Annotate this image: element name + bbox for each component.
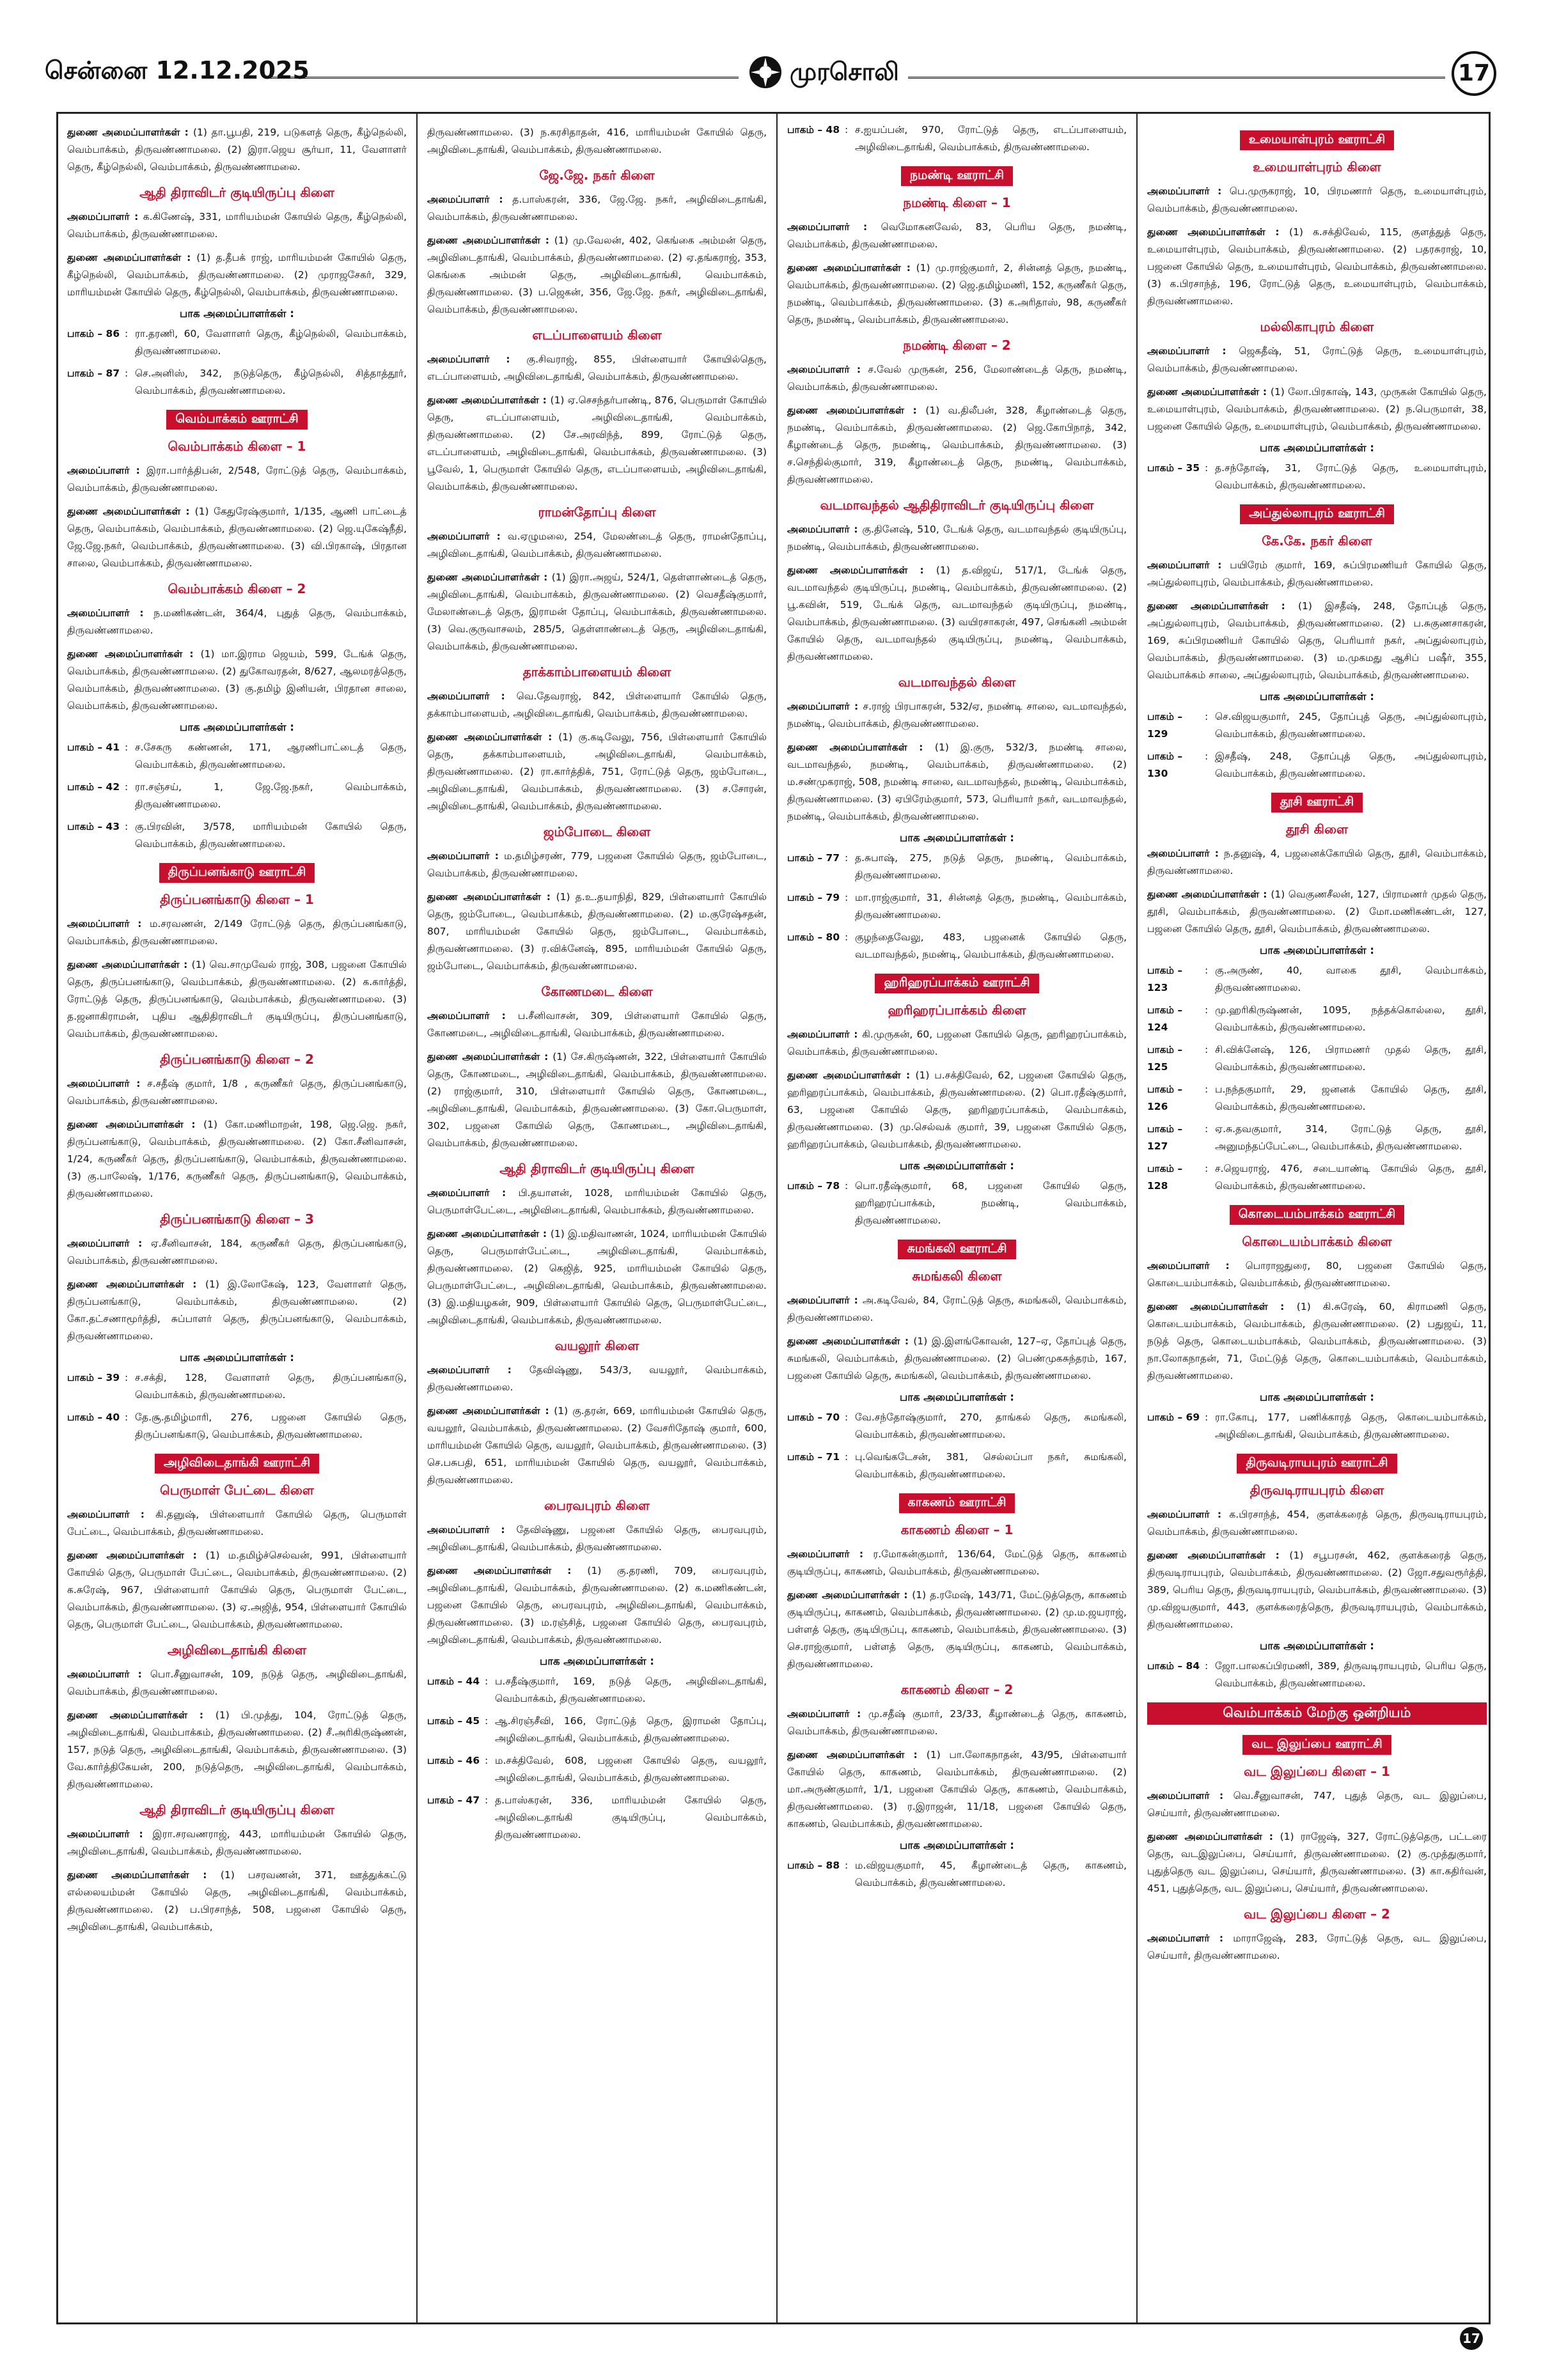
organizer-entry: அமைப்பாளர் : ஏ.சீனிவாசன், 184, கருணீகர் தெரு, திருப்பனங்காடு, வெம்பாக்கம், திருவண்ணாமலை. bbox=[67, 1238, 407, 1266]
masthead bbox=[45, 51, 1498, 102]
booth-row: பாகம் – 41 : ச.சேகரு கண்ணன், 171, ஆரணிபாட்டைத் தெரு, வெம்பாக்கம், திருவண்ணாமலை. bbox=[67, 742, 407, 770]
page-number-badge: 17 bbox=[1452, 51, 1496, 96]
deputy-entry: துணை அமைப்பாளர்கள் : (1) கு.கடிவேலு, 756, பிள்ளையார் கோயில் தெரு, தக்காம்பாளையம், அழிவிடைதாங்கி, வெம்பாக்கம், திருவண்ணாமலை. (2) ரா.கார்த்திக், 751, ரோட்டுத் தெரு, ஜம்போடை, அழிவிடைதாங்கி, வெம்பாக்கம், திருவண்ணாமலை. (3) ச.சோரன், அழிவிடைதாங்கி, வெம்பாக்கம், திருவண்ணாமலை. bbox=[427, 731, 767, 812]
booth-row: பாகம் – 88 : ம.விஜயகுமார், 45, கீழாண்டைத் தெரு, காகணம், வெம்பாக்கம், திருவண்ணாமலை. bbox=[787, 1860, 1127, 1888]
footer-page-number: 17 bbox=[1460, 2327, 1483, 2350]
branch-heading: வெம்பாக்கம் கிளை – 1 bbox=[168, 439, 306, 454]
content-frame bbox=[56, 112, 1491, 2324]
organizer-entry: அமைப்பாளர் : கி.முருகன், 60, பஜனை கோயில் தெரு, ஹரிஹரப்பாக்கம், வெம்பாக்கம், திருவண்ணாமலை. bbox=[787, 1029, 1127, 1057]
organizer-entry: அமைப்பாளர் : பொராஜதுரை, 80, பஜனை கோயில் தெரு, கொடையம்பாக்கம், வெம்பாக்கம், திருவண்ணாமலை. bbox=[1147, 1260, 1487, 1289]
booth-row: பாகம் – 48 : ச.ஐயப்பன், 970, ரோட்டுத் தெரு, எடப்பாளையம், அழிவிடைதாங்கி, வெம்பாக்கம், திருவண்ணாமலை. bbox=[787, 124, 1127, 153]
booth-subheading: பாக அமைப்பாளர்கள் : bbox=[1260, 690, 1374, 703]
column-separator bbox=[416, 114, 418, 2322]
deputy-entry: துணை அமைப்பாளர்கள் : (1) ப.சக்திவேல், 62, பஜனை கோயில் தெரு, ஹரிஹரப்பாக்கம், வெம்பாக்கம், திருவண்ணாமலை. (2) பொ.ரதீஷ்குமார், 63, பஜனை கோயில் தெரு, ஹரிஹரப்பாக்கம், வெம்பாக்கம், திருவண்ணாமலை. (3) மு.செல்வக் குமார், 39, பஜனை கோயில் தெரு, ஹரிஹரப்பாக்கம், வெம்பாக்கம், திருவண்ணாமலை. bbox=[787, 1069, 1127, 1150]
panchayat-heading: கொடையம்பாக்கம் ஊராட்சி bbox=[1147, 1205, 1487, 1225]
branch-heading: உமையாள்புரம் கிளை bbox=[1253, 159, 1381, 175]
booth-row: பாகம் – 87 : செ.அனிஸ், 342, நடுத்தெரு, கீழ்நெல்லி, சித்தாத்தூர், வெம்பாக்கம், திருவண்ணாமலை. bbox=[67, 365, 407, 400]
deputy-entry: துணை அமைப்பாளர்கள் : (1) வ.திலீபன், 328, கீழாண்டைத் தெரு, நமண்டி, வெம்பாக்கம், திருவண்ணாமலை. (2) ஜெ.கோபிநாத், 342, கீழாண்டைத் தெரு, நமண்டி, வெம்பாக்கம், திருவண்ணாமலை. (3) ச.செந்தில்குமார், 319, கீழாண்டைத் தெரு, நமண்டி, வெம்பாக்கம், திருவண்ணாமலை. bbox=[787, 405, 1127, 485]
organizer-entry: அமைப்பாளர் : கு.தினேஷ், 510, டேங்க் தெரு, வடமாவந்தல் குடியிருப்பு, நமண்டி, வெம்பாக்கம், திருவண்ணாமலை. bbox=[787, 524, 1127, 552]
branch-heading: வெம்பாக்கம் கிளை – 2 bbox=[168, 581, 306, 596]
branch-heading: ராமன்தோப்பு கிளை bbox=[538, 504, 656, 520]
organizer-entry: அமைப்பாளர் : தேவிஷ்ணு, 543/3, வயலூர், வெம்பாக்கம், திருவண்ணாமலை. bbox=[427, 1364, 767, 1393]
booth-subheading: பாக அமைப்பாளர்கள் : bbox=[1260, 1391, 1374, 1403]
panchayat-heading: காகணம் ஊராட்சி bbox=[787, 1493, 1127, 1513]
deputy-entry: துணை அமைப்பாளர்கள் : (1) ஏ.செசந்தர்பாண்டி, 876, பெருமாள் கோயில் தெரு, எடப்பாளையம், அழிவிடைதாங்கி, வெம்பாக்கம், திருவண்ணாமலை. (2) சே.அரவிந்த், 899, ரோட்டுத் தெரு, எடப்பாளையம், அழிவிடைதாங்கி, வெம்பாக்கம், திருவண்ணாமலை. (3) பூவேல், 1, பெருமாள் கோயில் தெரு, எடப்பாளையம், அழிவிடைதாங்கி, வெம்பாக்கம், திருவண்ணாமலை. bbox=[427, 394, 767, 492]
column-4 bbox=[1147, 120, 1487, 2313]
booth-subheading: பாக அமைப்பாளர்கள் : bbox=[1260, 944, 1374, 956]
organizer-entry: அமைப்பாளர் : த.பாஸ்கரன், 336, ஜே.ஜே. நகர், அழிவிடைதாங்கி, வெம்பாக்கம், திருவண்ணாமலை. bbox=[427, 194, 767, 222]
panchayat-heading: ஹரிஹரப்பாக்கம் ஊராட்சி bbox=[787, 974, 1127, 993]
branch-heading: ஜம்போடை கிளை bbox=[543, 824, 651, 839]
booth-subheading: பாக அமைப்பாளர்கள் : bbox=[900, 1160, 1014, 1172]
booth-row: பாகம் – 127 : ஏ.சு.தவகுமார், 314, ரோட்டுத் தெரு, தூசி, அனுமந்தப்பேட்டை, வெம்பாக்கம், திருவண்ணாமலை. bbox=[1147, 1123, 1487, 1152]
deputy-entry: துணை அமைப்பாளர்கள் : (1) லோ.பிரகாஷ், 143, முருகன் கோயில் தெரு, உமையாள்புரம், வெம்பாக்கம், திருவண்ணாமலை. (2) ந.பெருமாள், 38, பஜனை கோயில் தெரு, உமையாள்புரம், வெம்பாக்கம், திருவண்ணாமலை. bbox=[1147, 386, 1487, 432]
branch-heading: கே.கே. நகர் கிளை bbox=[1262, 533, 1372, 548]
booth-row: பாகம் – 126 : ப.நந்தகுமார், 29, ஜனனக் கோயில் தெரு, தூசி, வெம்பாக்கம், திருவண்ணாமலை. bbox=[1147, 1084, 1487, 1112]
organizer-entry: அமைப்பாளர் : அ.கடிவேல், 84, ரோட்டுத் தெரு, சுமங்கலி, வெம்பாக்கம், திருவண்ணாமலை. bbox=[787, 1295, 1127, 1323]
booth-row: பாகம் – 130 : இசதீஷ், 248, தோப்புத் தெரு, அப்துல்லாபுரம், வெம்பாக்கம், திருவண்ணாமலை. bbox=[1147, 751, 1487, 779]
sun-logo-icon bbox=[748, 55, 783, 89]
panchayat-heading: தூசி ஊராட்சி bbox=[1147, 793, 1487, 813]
booth-row: பாகம் – 40 : தே.சூ.தமிழ்மாரி, 276, பஜனை கோயில் தெரு, திருப்பனங்காடு, வெம்பாக்கம், திருவண்ணாமலை. bbox=[67, 1412, 407, 1440]
branch-heading: ஹரிஹரப்பாக்கம் கிளை bbox=[888, 1002, 1026, 1018]
newspaper-name: முரசொலி bbox=[790, 58, 899, 86]
deputy-entry: துணை அமைப்பாளர்கள் : (1) த.ரமேஷ், 143/71, மேட்டுத்தெரு, காகணம் குடியிருப்பு, காகணம், வெம்பாக்கம், திருவண்ணாமலை. (2) மு.ம.ஜயராஜ், பள்ளத் தெரு, குடியிருப்பு, காகணம், வெம்பாக்கம், திருவண்ணாமலை. (3) செ.ராஜ்குமார், பள்ளத் தெரு, குடியிருப்பு, காகணம், வெம்பாக்கம், திருவண்ணாமலை. bbox=[787, 1589, 1127, 1670]
branch-heading: மல்லிகாபுரம் கிளை bbox=[1260, 319, 1374, 334]
booth-subheading: பாக அமைப்பாளர்கள் : bbox=[180, 1351, 294, 1364]
branch-heading: திருவடிராயபுரம் கிளை bbox=[1249, 1482, 1384, 1498]
booth-row: பாகம் – 80 : குழந்தைவேலு, 483, பஜனைக் கோயில் தெரு, வடமாவந்தல், நமண்டி, வெம்பாக்கம், திருவண்ணாமலை. bbox=[787, 931, 1127, 960]
deputy-entry: துணை அமைப்பாளர்கள் : (1) இ.இளங்கோவன், 127–ஏ, தோப்புத் தெரு, சுமங்கலி, வெம்பாக்கம், திருவண்ணாமலை. (2) பெண்முகசுந்தரம், 167, பஜனை கோயில் தெரு, சுமங்கலி, வெம்பாக்கம், திருவண்ணாமலை. bbox=[787, 1335, 1127, 1381]
organizer-entry: அமைப்பாளர் : க.கிணேஷ், 331, மாரியம்மன் கோயில் தெரு, கீழ்நெல்லி, வெம்பாக்கம், திருவண்ணாமலை. bbox=[67, 211, 407, 240]
booth-row: பாகம் – 35 : த.சந்தோஷ், 31, ரோட்டுத் தெரு, உமையாள்புரம், வெம்பாக்கம், திருவண்ணாமலை. bbox=[1147, 462, 1487, 491]
branch-heading: நமண்டி கிளை – 2 bbox=[903, 338, 1011, 353]
booth-detail: ரா.தரணி, 60, வேளாளர் தெரு, கீழ்நெல்லி, வெம்பாக்கம், திருவண்ணாமலை. bbox=[135, 328, 407, 357]
booth-row: பாகம் – 46 : ம.சக்திவேல், 608, பஜனை கோயில் தெரு, வயலூர், அழிவிடைதாங்கி, வெம்பாக்கம், திருவண்ணாமலை. bbox=[427, 1755, 767, 1784]
column-separator bbox=[776, 114, 778, 2322]
branch-heading: கொடையம்பாக்கம் கிளை bbox=[1242, 1234, 1392, 1249]
branch-heading: தூசி கிளை bbox=[1285, 821, 1349, 837]
masthead-rule bbox=[265, 77, 739, 79]
union-heading: வெம்பாக்கம் மேற்கு ஒன்றியம் bbox=[1147, 1702, 1487, 1725]
booth-subheading: பாக அமைப்பாளர்கள் : bbox=[900, 832, 1014, 844]
organizer-entry: அமைப்பாளர் : பொ.சீனுவாசன், 109, நடுத் தெரு, அழிவிடைதாங்கி, வெம்பாக்கம், திருவண்ணாமலை. bbox=[67, 1668, 407, 1697]
organizer-entry: அமைப்பாளர் : ஜெகதீஷ், 51, ரோட்டுத் தெரு, உமையாள்புரம், வெம்பாக்கம், திருவண்ணாமலை. bbox=[1147, 345, 1487, 374]
branch-heading: திருப்பனங்காடு கிளை – 1 bbox=[160, 892, 314, 907]
organizer-entry: அமைப்பாளர் : பி.தயாளன், 1028, மாரியம்மன் கோயில் தெரு, பெருமாள்பேட்டை, அழிவிடைதாங்கி, வெம்பாக்கம், திருவண்ணாமலை. bbox=[427, 1187, 767, 1216]
branch-heading: திருப்பனங்காடு கிளை – 3 bbox=[160, 1211, 314, 1227]
booth-number: பாகம் – 87 bbox=[67, 368, 120, 379]
deputy-entry: துணை அமைப்பாளர்கள் : (1) சே.கிருஷ்ணன், 322, பிள்ளையார் கோயில் தெரு, கோணமடை, அழிவிடைதாங்கி, வெம்பாக்கம், திருவண்ணாமலை. (2) ராஜ்குமார், 310, பிள்ளையார் கோயில் தெரு, கோணமடை, அழிவிடைதாங்கி, வெம்பாக்கம், திருவண்ணாமலை. (3) கோ.பெருமாள், 302, பஜனை கோயில் தெரு, கோணமடை, அழிவிடைதாங்கி, வெம்பாக்கம், திருவண்ணாமலை. bbox=[427, 1051, 767, 1149]
organizer-entry: அமைப்பாளர் : கி.தனுஷ், பிள்ளையார் கோயில் தெரு, பெருமாள் பேட்டை, வெம்பாக்கம், திருவண்ணாமலை. bbox=[67, 1509, 407, 1537]
deputy-entry: துணை அமைப்பாளர்கள் : (1) இ.குரு, 532/3, நமண்டி சாலை, வடமாவந்தல், நமண்டி, வெம்பாக்கம், திருவண்ணாமலை. (2) ம.சண்முகராஜ், 508, நமண்டி சாலை, வடமாவந்தல், நமண்டி, வெம்பாக்கம், திருவண்ணாமலை. (3) ஏபிரேம்குமார், 573, பெரியார் நகர், வடமாவந்தல், நமண்டி, வெம்பாக்கம், திருவண்ணாமலை. bbox=[787, 742, 1127, 822]
branch-heading: ஆதி திராவிடர் குடியிருப்பு கிளை bbox=[139, 1802, 334, 1817]
booth-row: பாகம் – 71 : பு.வெங்கடேசன், 381, செல்லப்பா நகர், சுமங்கலி, வெம்பாக்கம், திருவண்ணாமலை. bbox=[787, 1451, 1127, 1480]
column-1 bbox=[67, 120, 407, 2313]
branch-heading: கோணமடை கிளை bbox=[541, 984, 653, 999]
branch-heading: காகணம் கிளை – 2 bbox=[900, 1682, 1014, 1697]
deputy-entry: துணை அமைப்பாளர்கள் : (1) பி.முத்து, 104, ரோட்டுத் தெரு, அழிவிடைதாங்கி, வெம்பாக்கம், திருவண்ணாமலை. (2) சீ.அரிகிருஷ்ணன், 157, நடுத் தெரு, அழிவிடைதாங்கி, வெம்பாக்கம், திருவண்ணாமலை. (3) வே.கார்த்திகேயன், 200, நடுத்தெரு, அழிவிடைதாங்கி, வெம்பாக்கம், திருவண்ணாமலை. bbox=[67, 1709, 407, 1790]
booth-detail: செ.அனிஸ், 342, நடுத்தெரு, கீழ்நெல்லி, சித்தாத்தூர், வெம்பாக்கம், திருவண்ணாமலை. bbox=[135, 368, 407, 396]
deputy-entry: துணை அமைப்பாளர்கள் : (1) ராஜேஷ், 327, ரோட்டுத்தெரு, பட்டரை தெரு, வடஇலுப்பை, செய்யார், திருவண்ணாமலை. (2) கு.முத்துகுமார், புதுத்தெரு வட இலுப்பை, செய்யார், திருவண்ணாமலை. (3) கா.கதிர்வன், 451, புதுத்தெரு, வட இலுப்பை, செய்யார், திருவண்ணாமலை. bbox=[1147, 1831, 1487, 1894]
organizer-entry: அமைப்பாளர் : ந.தனுஷ், 4, பஜனைக்கோயில் தெரு, தூசி, வெம்பாக்கம், திருவண்ணாமலை. bbox=[1147, 848, 1487, 876]
deputy-entry: துணை அமைப்பாளர்கள் : (1) சபூபரசன், 462, குளக்கரைத் தெரு, திருவடிராயபுரம், வெம்பாக்கம், திருவண்ணாமலை. (2) ஜோ.சதுவரூர்த்தி, 389, பெரிய தெரு, திருவடிராயபுரம், வெம்பாக்கம், திருவண்ணாமலை. (3) மு.விஜயகுமார், 443, குளக்கரைத்தெரு, திருவடிராயபுரம், வெம்பாக்கம், திருவண்ணாமலை. bbox=[1147, 1550, 1487, 1630]
deputy-entry: துணை அமைப்பாளர்கள் : (1) வெ.சாமுவேல் ராஜ், 308, பஜனை கோயில் தெரு, திருப்பனங்காடு, வெம்பாக்கம், திருவண்ணாமலை. (2) க.கார்த்தி, ரோட்டுத் தெரு, திருப்பனங்காடு, வெம்பாக்கம், திருவண்ணாமலை. (3) த.ஜனாகிராமன், புதிய ஆதிதிராவிடர் குடியிருப்பு, திருப்பனங்காடு, வெம்பாக்கம், திருவண்ணாமலை. bbox=[67, 959, 407, 1039]
deputy-entry: துணை அமைப்பாளர்கள் : (1) கு.தரன், 669, மாரியம்மன் கோயில் தெரு, வயலூர், வெம்பாக்கம், திருவண்ணாமலை. (2) வேசரிதோஷ் குமார், 600, மாரியம்மன் கோயில் தெரு, வயலூர், வெம்பாக்கம், திருவண்ணாமலை. (3) செ.பசுபதி, 651, மாரியம்மன் கோயில் தெரு, வயலூர், வெம்பாக்கம், திருவண்ணாமலை. bbox=[427, 1405, 767, 1486]
booth-row: பாகம் – 123 : கு.அருண், 40, வாகை தூசி, வெம்பாக்கம், திருவண்ணாமலை. bbox=[1147, 965, 1487, 993]
organizer-entry: அமைப்பாளர் : இரா.சரவணராஜ், 443, மாரியம்மன் கோயில் தெரு, அழிவிடைதாங்கி, வெம்பாக்கம், திருவண்ணாமலை. bbox=[67, 1828, 407, 1857]
branch-heading: நமண்டி கிளை – 1 bbox=[903, 195, 1011, 210]
branch-heading: வட இலுப்பை கிளை – 1 bbox=[1244, 1764, 1390, 1779]
deputy-entry: துணை அமைப்பாளர்கள் : (1) இ.லோகேஷ், 123, வேளாளர் தெரு, திருப்பனங்காடு, வெம்பாக்கம், திருவண்ணாமலை. (2) கோ.தட்சணாமூர்த்தி, சுப்பாளர் தெரு, திருப்பனங்காடு, வெம்பாக்கம், திருவண்ணாமலை. bbox=[67, 1279, 407, 1342]
branch-heading: ஜே.ஜே. நகர் கிளை bbox=[539, 167, 655, 183]
booth-row: பாகம் – 45 : ஆ.சிரஞ்சீவி, 166, ரோட்டுத் தெரு, இராமன் தோப்பு, அழிவிடைதாங்கி, வெம்பாக்கம், திருவண்ணாமலை. bbox=[427, 1715, 767, 1744]
deputy-entry: துணை அமைப்பாளர்கள் : (1) கோ.மணிமாறன், 198, ஜெ.ஜெ. நகர், திருப்பனங்காடு, வெம்பாக்கம், திருவண்ணாமலை. (2) கோ.சீனிவாசன், 1/24, கருணீகர் தெரு, திருப்பனங்காடு, வெம்பாக்கம், திருவண்ணாமலை. (3) கு.பாலேஷ், 1/176, கருணீகர் தெரு, திருப்பனங்காடு, வெம்பாக்கம், திருவண்ணாமலை. bbox=[67, 1119, 407, 1199]
booth-subheading: பாக அமைப்பாளர்கள் : bbox=[1260, 1640, 1374, 1652]
panchayat-heading: திருவடிராயபுரம் ஊராட்சி bbox=[1147, 1454, 1487, 1474]
organizer-entry: அமைப்பாளர் : வெ.சீனுவாசன், 747, புதுத் தெரு, வட இலுப்பை, செய்யார், திருவண்ணாமலை. bbox=[1147, 1790, 1487, 1819]
deputy-entry: துணை அமைப்பாளர்கள் : (1) இசதீஷ், 248, தோப்புத் தெரு, அப்துல்லாபுரம், வெம்பாக்கம், திருவண்ணாமலை. (2) ப.சுகுணசாகரன், 169, சுப்பிரமணியர் கோயில் தெரு, பெரியார் நகர், அப்துல்லாபுரம், வெம்பாக்கம், திருவண்ணாமலை. (3) ம.முகமது ஆசிப் பஷீர், 355, வெம்பாக்கம் சாலை, அப்துல்லாபுரம், வெம்பாக்கம், திருவண்ணாமலை. bbox=[1147, 600, 1487, 681]
organizer-entry: அமைப்பாளர் : பயிரேம் குமார், 169, சுப்பிரமணியர் கோயில் தெரு, அப்துல்லாபுரம், வெம்பாக்கம், திருவண்ணாமலை. bbox=[1147, 559, 1487, 588]
deputy-entry: துணை அமைப்பாளர்கள் : (1) ம.தமிழ்ச்செல்வன், 991, பிள்ளையார் கோயில் தெரு, பெருமாள் பேட்டை, வெம்பாக்கம், திருவண்ணாமலை. (2) க.சுரேஷ், 967, பிள்ளையார் கோயில் தெரு, பெருமாள் பேட்டை, வெம்பாக்கம், திருவண்ணாமலை. (3) ஏ.அஜித், 954, பிள்ளையார் கோயில் தெரு, பெருமாள் பேட்டை, வெம்பாக்கம், திருவண்ணாமலை. bbox=[67, 1550, 407, 1630]
issue-date: சென்னை 12.12.2025 bbox=[45, 56, 309, 84]
panchayat-heading: நமண்டி ஊராட்சி bbox=[787, 166, 1127, 186]
booth-row: பாகம் – 79 : மா.ராஜ்குமார், 31, சின்னத் தெரு, நமண்டி, வெம்பாக்கம், திருவண்ணாமலை. bbox=[787, 892, 1127, 921]
booth-row: பாகம் – 128 : ச.ஜெயராஜ், 476, சடையாண்டி கோயில் தெரு, தூசி, வெம்பாக்கம், திருவண்ணாமலை. bbox=[1147, 1163, 1487, 1192]
branch-heading: தாக்காம்பாளையம் கிளை bbox=[522, 664, 671, 680]
organizer-entry: அமைப்பாளர் : மு.சதீஷ் குமார், 23/33, கீழாண்டைத் தெரு, காகணம், வெம்பாக்கம், திருவண்ணாமலை. bbox=[787, 1708, 1127, 1737]
organizer-entry: அமைப்பாளர் : ந.மணிகண்டன், 364/4, புதுத் தெரு, வெம்பாக்கம், திருவண்ணாமலை. bbox=[67, 607, 407, 636]
entry-text: திருவண்ணாமலை. (3) ந.கரசிதாதன், 416, மாரியம்மன் கோயில் தெரு, அழிவிடைதாங்கி, வெம்பாக்கம், திருவண்ணாமலை. bbox=[427, 127, 767, 155]
booth-row: பாகம் – 77 : த.சுபாஷ், 275, நடுத் தெரு, நமண்டி, வெம்பாக்கம், திருவண்ணாமலை. bbox=[787, 852, 1127, 881]
booth-subheading: பாக அமைப்பாளர்கள் : bbox=[900, 1391, 1014, 1403]
organizer-entry: அமைப்பாளர் : ர.மோகன்குமார், 136/64, மேட்டுத் தெரு, காகணம் குடியிருப்பு, காகணம், வெம்பாக்கம், திருவண்ணாமலை. bbox=[787, 1548, 1127, 1577]
branch-heading: வடமாவந்தல் கிளை bbox=[898, 674, 1016, 690]
entry-text: துணை அமைப்பாளர்கள் : (1) தா.பூபதி, 219, படுகளத் தெரு, கீழ்நெல்லி, வெம்பாக்கம், திருவண்ணாமலை. (2) இரா.ஜெய சூர்யா, 11, வேளாளர் தெரு, கீழ்நெல்லி, வெம்பாக்கம், திருவண்ணாமலை. bbox=[67, 127, 407, 173]
booth-row: பாகம் – 44 : ப.சதீஷ்குமார், 169, நடுத் தெரு, அழிவிடைதாங்கி, வெம்பாக்கம், திருவண்ணாமலை. bbox=[427, 1676, 767, 1704]
booth-row: பாகம் – 43 : கு.பிரவின், 3/578, மாரியம்மன் கோயில் தெரு, வெம்பாக்கம், திருவண்ணாமலை. bbox=[67, 821, 407, 850]
panchayat-heading: திருப்பனங்காடு ஊராட்சி bbox=[67, 863, 407, 883]
panchayat-heading: அப்துல்லாபுரம் ஊராட்சி bbox=[1147, 504, 1487, 524]
booth-row: பாகம் – 125 : சி.விக்னேஷ், 126, பிராமணர் முதல் தெரு, தூசி, வெம்பாக்கம், திருவண்ணாமலை. bbox=[1147, 1044, 1487, 1073]
deputy-entry: துணை அமைப்பாளர்கள் : (1) வெகுணசீலன், 127, பிராமணர் முதல் தெரு, தூசி, வெம்பாக்கம், திருவண்ணாமலை. (2) மோ.மணிகண்டன், 127, பஜனை கோயில் தெரு, தூசி, வெம்பாக்கம், திருவண்ணாமலை. bbox=[1147, 889, 1487, 935]
branch-heading: திருப்பனங்காடு கிளை – 2 bbox=[160, 1052, 314, 1067]
organizer-entry: அமைப்பாளர் : கு.சிவராஜ், 855, பிள்ளையார் கோயில்தெரு, எடப்பாளையம், அழிவிடைதாங்கி, வெம்பாக்கம், திருவண்ணாமலை. bbox=[427, 354, 767, 382]
deputy-entry: துணை அமைப்பாளர்கள் : (1) மா.இராம ஜெயம், 599, டேங்க் தெரு, வெம்பாக்கம், திருவண்ணாமலை. (2) துகோவரதன், 8/627, ஆலமரத்தெரு, வெம்பாக்கம், திருவண்ணாமலை. (3) கு.தமிழ் இனியன், பிரதான சாலை, வெம்பாக்கம், திருவண்ணாமலை. bbox=[67, 648, 407, 712]
masthead-rule bbox=[908, 77, 1445, 79]
branch-heading: வடமாவந்தல் ஆதிதிராவிடர் குடியிருப்பு கிளை bbox=[820, 497, 1094, 513]
branch-heading: ஆதி திராவிடர் குடியிருப்பு கிளை bbox=[499, 1161, 694, 1176]
branch-heading: காகணம் கிளை – 1 bbox=[900, 1522, 1014, 1537]
deputy-entry: துணை அமைப்பாளர்கள் : (1) மு.வேலன், 402, கெங்கை அம்மன் தெரு, அழிவிடைதாங்கி, வெம்பாக்கம், திருவண்ணாமலை. (2) ஏ.தங்கராஜ், 353, கெங்கை அம்மன் தெரு, அழிவிடைதாங்கி, வெம்பாக்கம், திருவண்ணாமலை. (3) ப.ஜெகன், 356, ஜே.ஜே. நகர், அழிவிடைதாங்கி, வெம்பாக்கம், திருவண்ணாமலை. bbox=[427, 235, 767, 315]
deputy-entry: துணை அமைப்பாளர்கள் : (1) இரா.அஜய், 524/1, தெள்ளாண்டைத் தெரு, அழிவிடைதாங்கி, வெம்பாக்கம், திருவண்ணாமலை. (2) வெசதீஷ்குமார், மேலாண்டைத் தெரு, இராமன் தோப்பு, வெம்பாக்கம், திருவண்ணாமலை. (3) வெ.குருவாசலம், 285/5, தெள்ளாண்டைத் தெரு, அழிவிடைதாங்கி, வெம்பாக்கம், திருவண்ணாமலை. bbox=[427, 572, 767, 652]
booth-row: பாகம் – 70 : வே.சந்தோஷ்குமார், 270, தாங்கல் தெரு, சுமங்கலி, வெம்பாக்கம், திருவண்ணாமலை. bbox=[787, 1412, 1127, 1440]
column-2 bbox=[427, 120, 767, 2313]
organizer-entry: அமைப்பாளர் : ம.தமிழ்சரண், 779, பஜனை கோயில் தெரு, ஜம்போடை, வெம்பாக்கம், திருவண்ணாமலை. bbox=[427, 850, 767, 879]
booth-row: பாகம் – 78 : பொ.ரதீஷ்குமார், 68, பஜனை கோயில் தெரு, ஹரிஹரப்பாக்கம், நமண்டி, வெம்பாக்கம், திருவண்ணாமலை. bbox=[787, 1180, 1127, 1226]
organizer-entry: அமைப்பாளர் : வெ.தேவராஜ், 842, பிள்ளையார் கோயில் தெரு, தக்காம்பாளையம், அழிவிடைதாங்கி, வெம்பாக்கம், திருவண்ணாமலை. bbox=[427, 690, 767, 719]
panchayat-heading: அழிவிடைதாங்கி ஊராட்சி bbox=[67, 1454, 407, 1474]
panchayat-heading: உமையாள்புரம் ஊராட்சி bbox=[1147, 130, 1487, 150]
branch-heading: பெருமாள் பேட்டை கிளை bbox=[160, 1482, 314, 1498]
branch-heading: அழிவிடைதாங்கி கிளை bbox=[167, 1642, 307, 1658]
booth-subheading: பாக அமைப்பாளர்கள் : bbox=[180, 721, 294, 733]
branch-heading: எடப்பாளையம் கிளை bbox=[532, 327, 662, 343]
organizer-entry: அமைப்பாளர் : ச.ராஜ் பிரபாகரன், 532/ஏ, நமண்டி சாலை, வடமாவந்தல், நமண்டி, வெம்பாக்கம், திருவண்ணாமலை. bbox=[787, 701, 1127, 729]
branch-heading: வட இலுப்பை கிளை – 2 bbox=[1244, 1906, 1390, 1922]
organizer-entry: அமைப்பாளர் : இரா.பார்த்திபன், 2/548, ரோட்டுத் தெரு, வெம்பாக்கம், வெம்பாக்கம், திருவண்ணாமலை. bbox=[67, 465, 407, 494]
booth-row: பாகம் – 69 : ரா.கோபு, 177, பணிக்காரத் தெரு, கொடையம்பாக்கம், அழிவிடைதாங்கி, வெம்பாக்கம், திருவண்ணாமலை. bbox=[1147, 1412, 1487, 1440]
booth-subheading: பாக அமைப்பாளர்கள் : bbox=[180, 307, 294, 320]
column-3 bbox=[787, 120, 1127, 2313]
booth-subheading: பாக அமைப்பாளர்கள் : bbox=[540, 1655, 654, 1667]
booth-row: பாகம் – 47 : த.பாஸ்கரன், 336, மாரியம்மன் கோயில் தெரு, அழிவிடைதாங்கி குடியிருப்பு, வெம்பாக்கம், திருவண்ணாமலை. bbox=[427, 1794, 767, 1840]
booth-row: பாகம் – 42 : ரா.சஞ்சய், 1, ஜே.ஜே.நகர், வெம்பாக்கம், திருவண்ணாமலை. bbox=[67, 781, 407, 810]
panchayat-heading: சுமங்கலி ஊராட்சி bbox=[787, 1240, 1127, 1259]
deputy-entry: துணை அமைப்பாளர்கள் : (1) கேதுரேஷ்குமார், 1/135, ஆணி பாட்டைத் தெரு, வெம்பாக்கம், வெம்பாக்கம், திருவண்ணாமலை. (2) ஜெ.யுகேஷ்நீதி, ஜே.ஜே.நகர், வெம்பாக்கம், திருவண்ணாமலை. (3) வி.பிரகாஷ், பிரதான சாலை, வெம்பாக்கம், திருவண்ணாமலை. bbox=[67, 506, 407, 569]
deputy-entry: துணை அமைப்பாளர்கள் : (1) கி.சுரேஷ், 60, கிராமணி தெரு, கொடையம்பாக்கம், வெம்பாக்கம், திருவண்ணாமலை. (2) பதுஜய், 11, நடுத் தெரு, கொடையம்பாக்கம், வெம்பாக்கம், திருவண்ணாமலை. (3) நா.லோகநாதன், 71, மேட்டுத் தெரு, கொடையம்பாக்கம், வெம்பாக்கம், திருவண்ணாமலை. bbox=[1147, 1301, 1487, 1381]
organizer-entry: அமைப்பாளர் : தேவிஷ்ணு, பஜனை கோயில் தெரு, பைரவபுரம், அழிவிடைதாங்கி, வெம்பாக்கம், திருவண்ணாமலை. bbox=[427, 1524, 767, 1553]
deputy-entry: துணை அமைப்பாளர்கள் : (1) பா.லோகநாதன், 43/95, பிள்ளையார் கோயில் தெரு, காகணம், வெம்பாக்கம், திருவண்ணாமலை. (2) மா.அருண்குமார், 1/1, பஜனை கோயில் தெரு, காகணம், வெம்பாக்கம், திருவண்ணாமலை. (3) ர.இராஜன், 11/18, பஜனை கோயில் தெரு, காகணம், வெம்பாக்கம், திருவண்ணாமலை. bbox=[787, 1749, 1127, 1830]
booth-row: பாகம் – 84 : ஜோ.பாலகப்பிரமணி, 389, திருவடிராயபுரம், பெரிய தெரு, வெம்பாக்கம், திருவண்ணாமலை. bbox=[1147, 1660, 1487, 1689]
column-separator bbox=[1136, 114, 1138, 2322]
booth-subheading: பாக அமைப்பாளர்கள் : bbox=[1260, 442, 1374, 454]
booth-row: பாகம் – 129 : செ.விஜயகுமார், 245, தோப்புத் தெரு, அப்துல்லாபுரம், வெம்பாக்கம், திருவண்ணாமலை. bbox=[1147, 711, 1487, 740]
panchayat-heading: வட இலுப்பை ஊராட்சி bbox=[1147, 1735, 1487, 1755]
organizer-entry: அமைப்பாளர் : ம.சரவணன், 2/149 ரோட்டுத் தெரு, திருப்பனங்காடு, வெம்பாக்கம், திருவண்ணாமலை. bbox=[67, 918, 407, 947]
booth-subheading: பாக அமைப்பாளர்கள் : bbox=[900, 1839, 1014, 1851]
organizer-entry: அமைப்பாளர் : ச.வேல் முருகன், 256, மேலாண்டைத் தெரு, நமண்டி, வெம்பாக்கம், திருவண்ணாமலை. bbox=[787, 364, 1127, 393]
organizer-entry: அமைப்பாளர் : பெ.முருகராஜ், 10, பிரமணார் தெரு, உமையாள்புரம், வெம்பாக்கம், திருவண்ணாமலை. bbox=[1147, 185, 1487, 214]
booth-row: பாகம் – 86 : ரா.தரணி, 60, வேளாளர் தெரு, கீழ்நெல்லி, வெம்பாக்கம், திருவண்ணாமலை. bbox=[67, 325, 407, 360]
branch-heading: பைரவபுரம் கிளை bbox=[544, 1498, 650, 1513]
branch-heading: வயலூர் கிளை bbox=[554, 1338, 639, 1353]
deputy-entry: துணை அமைப்பாளர்கள் : (1) மு.ராஜ்குமார், 2, சின்னத் தெரு, நமண்டி, வெம்பாக்கம், திருவண்ணாமலை. (2) ஜெ.தமிழ்மணி, 152, கருணீகர் தெரு, நமண்டி, வெம்பாக்கம், திருவண்ணாமலை. (3) க.அரிதாஸ், 98, கருணீகர் தெரு, நமண்டி, வெம்பாக்கம், திருவண்ணாமலை. bbox=[787, 262, 1127, 325]
deputy-entry: துணை அமைப்பாளர்கள் : (1) கு.தரணி, 709, பைரவபுரம், அழிவிடைதாங்கி, வெம்பாக்கம், திருவண்ணாமலை. (2) க.மணிகண்டன், பஜனை கோயில் தெரு, பைரவபுரம், அழிவிடைதாங்கி, வெம்பாக்கம், திருவண்ணாமலை. (3) ம.ரஞ்சித், பஜனை கோயில் தெரு, பைரவபுரம், அழிவிடைதாங்கி, வெம்பாக்கம், திருவண்ணாமலை. bbox=[427, 1565, 767, 1645]
branch-heading: ஆதி திராவிடர் குடியிருப்பு கிளை bbox=[139, 185, 334, 200]
panchayat-heading: வெம்பாக்கம் ஊராட்சி bbox=[67, 410, 407, 430]
deputy-entry: துணை அமைப்பாளர்கள் : (1) த.உ.தயாநிதி, 829, பிள்ளையார் கோயில் தெரு, ஜம்போடை, வெம்பாக்கம், திருவண்ணாமலை. (2) ம.குரேஷ்சதன், 807, மாரியம்மன் கோயில் தெரு, ஜம்போடை, வெம்பாக்கம், திருவண்ணாமலை. (3) ர.விக்னேஷ், 895, மாரியம்மன் கோயில் தெரு, ஜம்போடை, வெம்பாக்கம், திருவண்ணாமலை. bbox=[427, 891, 767, 972]
deputy-entry: துணை அமைப்பாளர்கள் : (1) த.தீபக் ராஜ், மாரியம்மன் கோயில் தெரு, கீழ்நெல்லி, வெம்பாக்கம், திருவண்ணாமலை. (2) முராஜசேகர், 329, மாரியம்மன் கோயில் தெரு, கீழ்நெல்லி, வெம்பாக்கம், திருவண்ணாமலை. bbox=[67, 252, 407, 298]
deputy-entry: துணை அமைப்பாளர்கள் : (1) த.விஜய், 517/1, டேங்க் தெரு, வடமாவந்தல் குடியிருப்பு, நமண்டி, வெம்பாக்கம், திருவண்ணாமலை. (2) பூ.கவின், 519, டேங்க் தெரு, வடமாவந்தல் குடியிருப்பு, நமண்டி, வெம்பாக்கம், திருவண்ணாமலை. (3) வயிரசாகரன், 497, செங்கனி அம்மன் கோயில் தெரு, வடமாவந்தல் குடியிருப்பு, நமண்டி, வெம்பாக்கம், திருவண்ணாமலை. bbox=[787, 564, 1127, 662]
organizer-entry: அமைப்பாளர் : வெமோகனவேல், 83, பெரிய தெரு, நமண்டி, வெம்பாக்கம், திருவண்ணாமலை. bbox=[787, 221, 1127, 250]
organizer-entry: அமைப்பாளர் : க.பிரசாந்த், 454, குளக்கரைத் தெரு, திருவடிராயபுரம், வெம்பாக்கம், திருவண்ணாமலை. bbox=[1147, 1509, 1487, 1537]
booth-number: பாகம் – 86 bbox=[67, 328, 120, 339]
organizer-entry: அமைப்பாளர் : மாராஜேஷ், 283, ரோட்டுத் தெரு, வட இலுப்பை, செய்யார், திருவண்ணாமலை. bbox=[1147, 1933, 1487, 1961]
organizer-entry: அமைப்பாளர் : ச.சதீஷ் குமார், 1/8 , கருணீகர் தெரு, திருப்பனங்காடு, வெம்பாக்கம், திருவண்ணாமலை. bbox=[67, 1078, 407, 1107]
deputy-entry: துணை அமைப்பாளர்கள் : (1) இ.மதிவாணன், 1024, மாரியம்மன் கோயில் தெரு, பெருமாள்பேட்டை, அழிவிடைதாங்கி, வெம்பாக்கம், திருவண்ணாமலை. (2) கெஜித், 925, மாரியம்மன் கோயில் தெரு, பெருமாள்பேட்டை, அழிவிடைதாங்கி, வெம்பாக்கம், திருவண்ணாமலை. (3) இ.மதியழகன், 909, பிள்ளையார் கோயில் தெரு, பெருமாள்பேட்டை, அழிவிடைதாங்கி, வெம்பாக்கம், திருவண்ணாமலை. bbox=[427, 1228, 767, 1326]
booth-row: பாகம் – 124 : மு.ஹரிகிருஷ்ணன், 1095, நத்தக்கொல்லை, தூசி, வெம்பாக்கம், திருவண்ணாமலை. bbox=[1147, 1004, 1487, 1033]
organizer-entry: அமைப்பாளர் : வ.ஏழுமலை, 254, மேலண்டைத் தெரு, ராமன்தோப்பு, அழிவிடைதாங்கி, வெம்பாக்கம், திருவண்ணாமலை. bbox=[427, 531, 767, 559]
deputy-entry: துணை அமைப்பாளர்கள் : (1) க.சக்திவேல், 115, குளத்துத் தெரு, உமையாள்புரம், வெம்பாக்கம், திருவண்ணாமலை. (2) பதரசுராஜ், 10, பஜனை கோயில் தெரு, உமையாள்புரம், வெம்பாக்கம், திருவண்ணாமலை. (3) க.பிரசாந்த், 196, ரோட்டுத் தெரு, உமையாள்புரம், வெம்பாக்கம், திருவண்ணாமலை. bbox=[1147, 226, 1487, 307]
deputy-entry: துணை அமைப்பாளர்கள் : (1) பசரவணன், 371, ஊத்துக்கட்டு எல்லையம்மன் கோயில் தெரு, அழிவிடைதாங்கி, வெம்பாக்கம், திருவண்ணாமலை. (2) ப.பிரசாந்த், 508, பஜனை கோயில் தெரு, அழிவிடைதாங்கி, வெம்பாக்கம், bbox=[67, 1869, 407, 1933]
organizer-entry: அமைப்பாளர் : ப.சீனிவாசன், 309, பிள்ளையார் கோயில் தெரு, கோணமடை, அழிவிடைதாங்கி, வெம்பாக்கம், திருவண்ணாமலை. bbox=[427, 1010, 767, 1039]
booth-row: பாகம் – 39 : ச.சக்தி, 128, வேளாளர் தெரு, திருப்பனங்காடு, வெம்பாக்கம், திருவண்ணாமலை. bbox=[67, 1372, 407, 1401]
branch-heading: சுமங்கலி கிளை bbox=[912, 1268, 1002, 1284]
